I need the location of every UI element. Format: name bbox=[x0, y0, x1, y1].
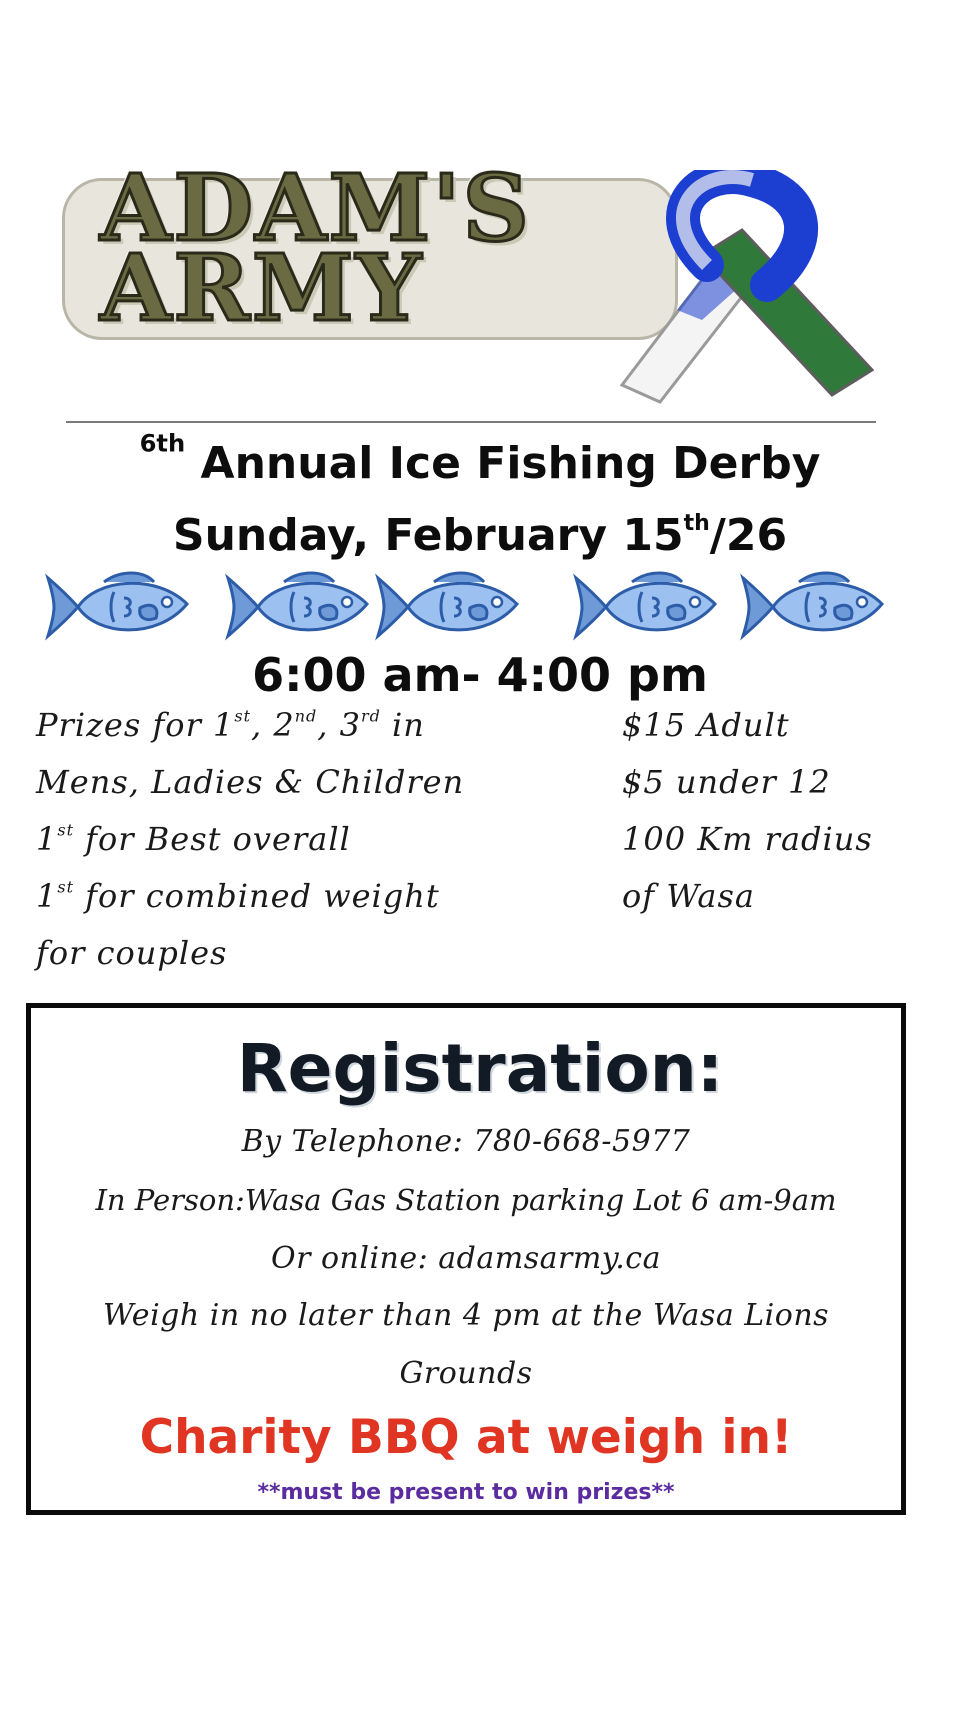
awareness-ribbon-icon bbox=[582, 170, 882, 420]
prize-line: Prizes for 1st, 2nd, 3rd in bbox=[36, 706, 425, 744]
fee-line: of Wasa bbox=[622, 877, 755, 915]
charity-bbq: Charity BBQ at weigh in! bbox=[139, 1410, 793, 1465]
fee-line: 100 Km radius bbox=[622, 820, 873, 858]
event-date bbox=[0, 510, 960, 561]
prize-line: for couples bbox=[36, 934, 228, 972]
date-year: /26 bbox=[709, 510, 788, 561]
registration-in-person: In Person:Wasa Gas Station parking Lot 6 am-9am bbox=[95, 1183, 837, 1217]
fee-line: $5 under 12 bbox=[622, 763, 831, 801]
prize-line: Mens, Ladies & Children bbox=[36, 763, 465, 801]
prize-line: 1st for Best overall bbox=[36, 820, 351, 858]
fish-row bbox=[42, 568, 882, 648]
date-suffix: th bbox=[683, 511, 710, 537]
adams-army-logo bbox=[62, 150, 882, 418]
fish-icon bbox=[570, 568, 720, 646]
date-main: Sunday, February 15 bbox=[172, 510, 684, 561]
event-hours: 6:00 am- 4:00 pm bbox=[252, 648, 708, 702]
weigh-in-note: Weigh in no later than 4 pm at the Wasa Lions bbox=[102, 1298, 830, 1333]
weigh-in-note-line2: Grounds bbox=[399, 1356, 533, 1391]
divider-rule bbox=[66, 421, 876, 423]
prize-line: 1st for combined weight bbox=[36, 877, 440, 915]
logo-text-line1: ADAM'S bbox=[100, 154, 531, 262]
logo-text-line2: ARMY bbox=[100, 234, 424, 342]
ordinal-suffix: th bbox=[156, 429, 186, 458]
event-title bbox=[0, 429, 960, 489]
registration-title: Registration: bbox=[236, 1030, 724, 1107]
event-title-text: Annual Ice Fishing Derby bbox=[200, 438, 821, 489]
fish-icon bbox=[372, 568, 522, 646]
ordinal-number: 6 bbox=[139, 429, 157, 458]
registration-phone: By Telephone: 780-668-5977 bbox=[241, 1124, 691, 1159]
fish-icon bbox=[42, 568, 192, 646]
present-to-win-notice: **must be present to win prizes** bbox=[257, 1480, 675, 1505]
registration-online: Or online: adamsarmy.ca bbox=[271, 1241, 661, 1276]
fish-icon bbox=[222, 568, 372, 646]
fee-line: $15 Adult bbox=[622, 706, 790, 744]
fish-icon bbox=[737, 568, 887, 646]
